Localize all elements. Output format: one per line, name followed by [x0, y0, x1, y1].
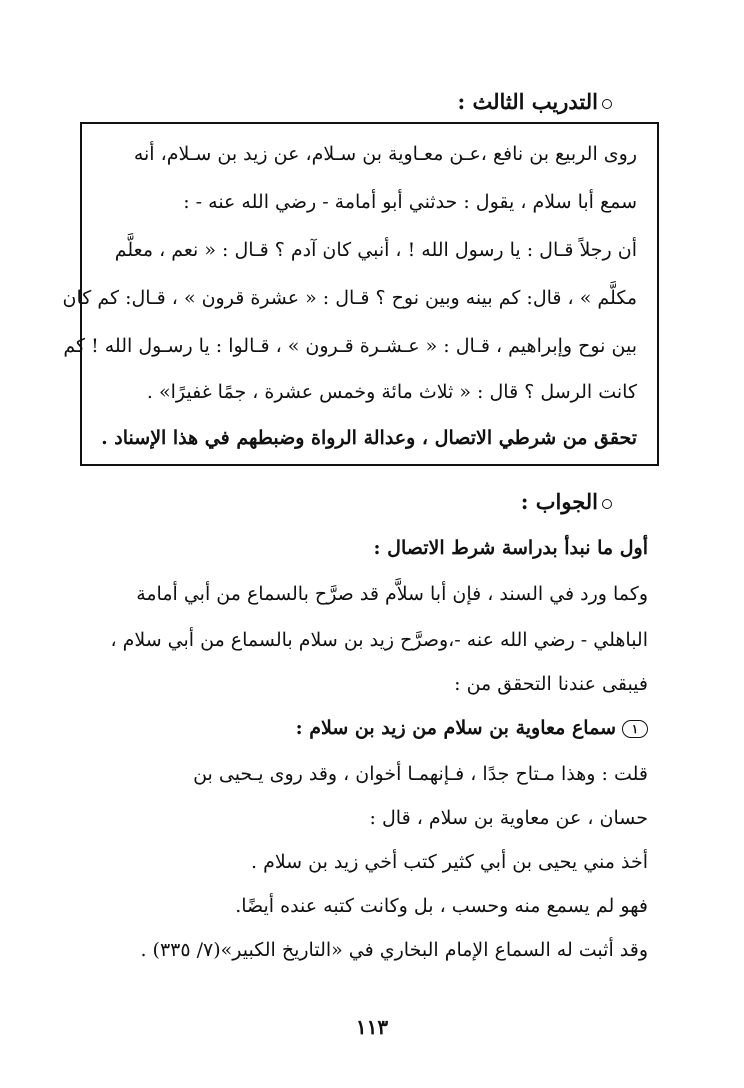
point-heading	[296, 712, 648, 744]
exercise-line: سمع أبا سلام ، يقول : حدثني أبو أمامة - رضي الله عنه - :	[183, 191, 637, 213]
answer-heading-text: الجواب :	[520, 489, 598, 514]
circle-bullet-icon	[602, 99, 612, 109]
point-number-badge: ١	[622, 720, 648, 738]
point-title: سماع معاوية بن سلام من زيد بن سلام :	[295, 717, 616, 739]
exercise-line: روى الربيع بن نافع ،عـن معـاوية بن سـلام، عن زيد بن سـلام، أنه	[133, 143, 637, 165]
point-line: أخذ مني يحيى بن أبي كثير كتب أخي زيد بن سلام .	[251, 851, 648, 873]
answer-paragraph-line: وكما ورد في السند ، فإن أبا سلاَّم قد صرَّح بالسماع من أبي أمامة	[136, 583, 648, 605]
answer-heading	[521, 486, 612, 518]
exercise-heading	[457, 86, 612, 118]
exercise-line: بين نوح وإبراهيم ، قـال : « عـشـرة قـرون » ، قـالوا : يا رسـول الله ! كم	[63, 335, 637, 357]
answer-paragraph-line: الباهلي - رضي الله عنه -،وصرَّح زيد بن سلام بالسماع من أبي سلام ،	[110, 629, 648, 651]
exercise-task-line: تحقق من شرطي الاتصال ، وعدالة الرواة وضبطهم في هذا الإسناد .	[101, 427, 637, 449]
point-line: قلت : وهذا مـتاح جدًا ، فـإنهمـا أخوان ، وقد روى يـحيى بن	[193, 763, 648, 785]
circle-bullet-icon	[602, 499, 612, 509]
point-line: فهو لم يسمع منه وحسب ، بل وكانت كتبه عنده أيضًا.	[235, 895, 648, 917]
point-line: وقد أثبت له السماع الإمام البخاري في «التاريخ الكبير»(٧/ ٣٣٥) .	[140, 939, 648, 961]
page-number: ١١٣	[355, 1015, 389, 1039]
exercise-line: كانت الرسل ؟ قال : « ثلاث مائة وخمس عشرة ، جمًا غفيرًا» .	[146, 381, 637, 403]
exercise-line: مكلَّم » ، قال: كم بينه وبين نوح ؟ قـال : « عشرة قرون » ، قـال: كم كان	[62, 287, 637, 309]
point-line: حسان ، عن معاوية بن سلام ، قال :	[369, 807, 648, 829]
exercise-line: أن رجلاً قـال : يا رسول الله ! ، أنبي كان آدم ؟ قـال : « نعم ، معلَّم	[114, 239, 637, 261]
exercise-heading-text: التدريب الثالث :	[457, 89, 598, 114]
exercise-box	[62, 122, 659, 466]
answer-intro: أول ما نبدأ بدراسة شرط الاتصال :	[373, 537, 648, 559]
answer-paragraph-line: فيبقى عندنا التحقق من :	[454, 673, 648, 695]
